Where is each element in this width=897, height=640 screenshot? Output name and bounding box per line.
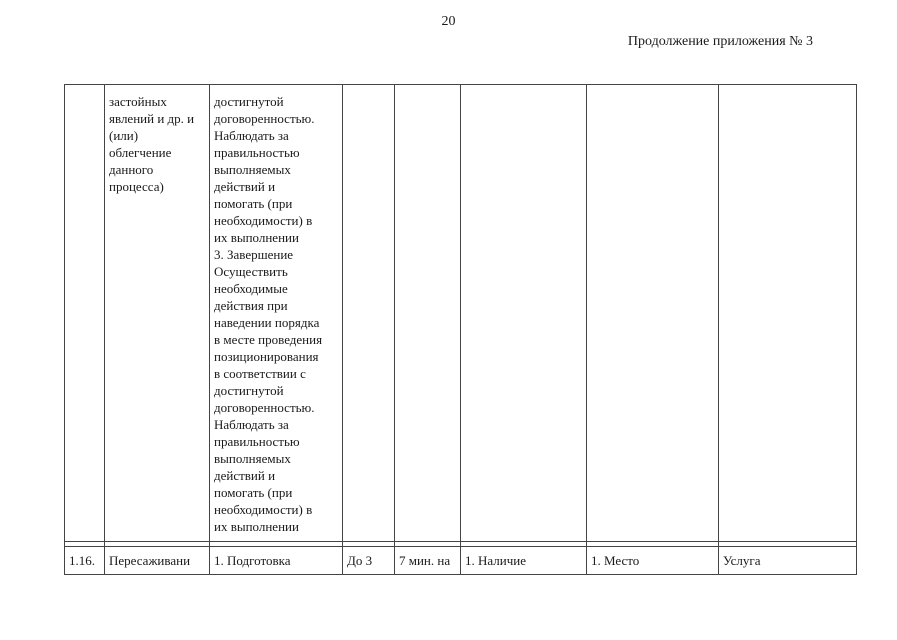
cell-number: 1.16. bbox=[65, 547, 105, 575]
cell-service-name bbox=[105, 85, 210, 542]
text-line: наведении порядка bbox=[214, 315, 320, 330]
text-line: Наблюдать за bbox=[214, 128, 289, 143]
text-line: помогать (при bbox=[214, 196, 293, 211]
cell-number bbox=[65, 85, 105, 542]
table-row-continued bbox=[65, 85, 857, 542]
text-line: 3. Завершение bbox=[214, 247, 294, 262]
text-line: необходимости) в bbox=[214, 213, 313, 228]
text-line: выполняемых bbox=[214, 162, 291, 177]
text-line: позиционирования bbox=[214, 349, 319, 364]
cell-procedure: 1. Подготовка bbox=[210, 547, 343, 575]
text-line: Наблюдать за bbox=[214, 417, 289, 432]
text-line: выполняемых bbox=[214, 451, 291, 466]
text-line: правильностью bbox=[214, 145, 300, 160]
appendix-continuation-note: Продолжение приложения № 3 bbox=[627, 34, 813, 49]
text-line: (или) bbox=[109, 128, 139, 143]
text-line: помогать (при bbox=[214, 485, 293, 500]
cell-conditions bbox=[461, 85, 587, 542]
cell-frequency bbox=[343, 85, 395, 542]
text-line: договоренностью. bbox=[214, 400, 315, 415]
cell-quality: 1. Место bbox=[587, 547, 719, 575]
table-row bbox=[65, 547, 857, 575]
text-line: действия при bbox=[214, 298, 288, 313]
text-line: застойных bbox=[109, 94, 167, 109]
text-line: действий и bbox=[214, 468, 276, 483]
text-line: необходимые bbox=[214, 281, 288, 296]
text-line: облегчение bbox=[109, 145, 172, 160]
text-line: данного bbox=[109, 162, 154, 177]
cell-frequency: До 3 bbox=[343, 547, 395, 575]
cell-duration bbox=[395, 85, 461, 542]
text-line: правильностью bbox=[214, 434, 300, 449]
text-line: в соответствии с bbox=[214, 366, 306, 381]
text-line: договоренностью. bbox=[214, 111, 315, 126]
text-line: явлений и др. и bbox=[109, 111, 195, 126]
page-number: 20 bbox=[441, 14, 456, 29]
text-line: процесса) bbox=[109, 179, 164, 194]
text-line: Осуществить bbox=[214, 264, 288, 279]
text-line: в месте проведения bbox=[214, 332, 323, 347]
cell-conditions: 1. Наличие bbox=[461, 547, 587, 575]
cell-procedure bbox=[210, 85, 343, 542]
text-line: их выполнении bbox=[214, 519, 299, 534]
cell-quality bbox=[587, 85, 719, 542]
text-line: достигнутой bbox=[214, 94, 284, 109]
cell-service-name: Пересаживани bbox=[105, 547, 210, 575]
cell-duration: 7 мин. на bbox=[395, 547, 461, 575]
text-line: достигнутой bbox=[214, 383, 284, 398]
services-table bbox=[64, 84, 857, 575]
text-line: действий и bbox=[214, 179, 276, 194]
text-line: необходимости) в bbox=[214, 502, 313, 517]
text-line: их выполнении bbox=[214, 230, 299, 245]
cell-note bbox=[719, 85, 857, 542]
cell-note: Услуга bbox=[719, 547, 857, 575]
